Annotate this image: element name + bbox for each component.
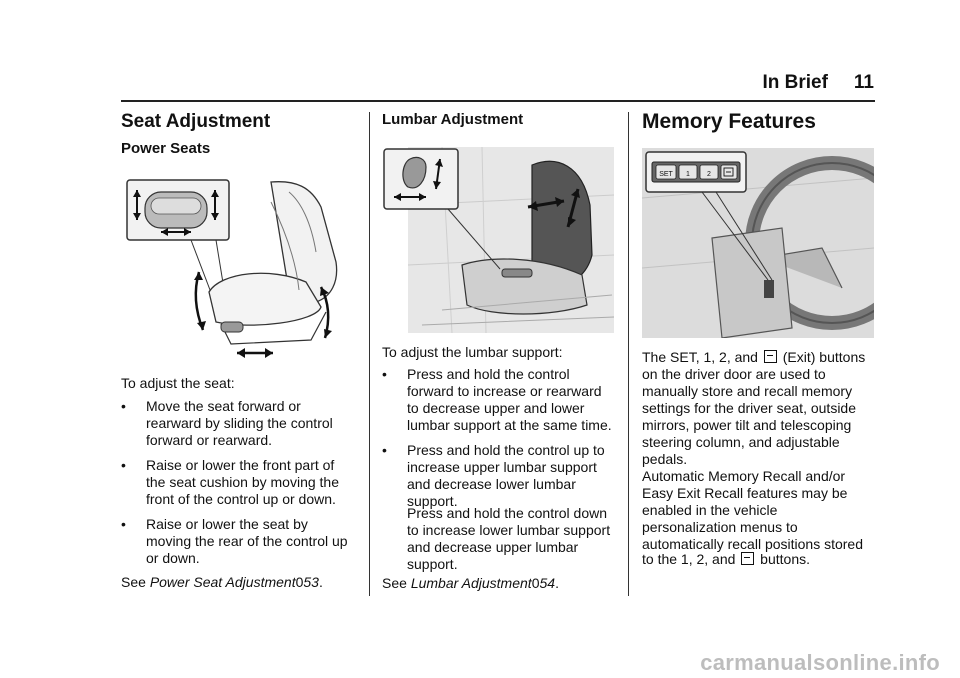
bullet-line: Raise or lower the front part of [146,457,335,473]
bullet-line: Raise or lower the seat by [146,516,308,532]
bullet-text [146,398,333,449]
column-divider [369,112,370,596]
memory-paragraph-1: The SET, 1, 2, and (Exit) buttons on the driver door are used to manually store and recall memory settings for the driver seat, outside mirrors, power tilt and telescoping steering column, and adjustable pedals. [642,349,866,467]
bullet-marker: • [121,398,126,414]
bullet-line: increase upper lumbar support [407,459,597,475]
bullet-text [146,516,348,567]
bullet-line: rearward by sliding the control [146,415,333,431]
bullet-line: the seat cushion by moving the [146,474,340,490]
list-item [121,516,357,567]
bullet-line: lumbar support at the same time. [407,417,612,433]
watermark: carmanualsonline.info [700,650,940,675]
list-item [382,366,622,434]
header-section: In Brief [762,72,828,93]
arrow-icon: 0 [531,575,540,591]
bullet-line: forward or rearward. [146,432,273,448]
bullet-line: moving the rear of the control up [146,533,348,549]
reference-link[interactable]: Power Seat Adjustment [149,574,296,590]
bullet-line: forward to increase or rearward [407,383,602,399]
bullet-line: or down. [146,550,200,566]
bullet-marker: • [121,516,126,532]
bullet-marker: • [382,442,387,458]
bullet-marker: • [121,457,126,473]
arrow-icon: 0 [295,574,304,590]
bullet-line: Press and hold the control [407,366,570,382]
bullet-text [407,442,605,510]
section-title-seat-adjustment: Seat Adjustment [121,111,271,132]
section-title-memory-features: Memory Features [642,110,816,133]
column-divider [628,112,629,596]
reference-page: 53 [303,574,319,590]
cross-reference: See Power Seat Adjustment053. [121,574,323,590]
running-header [762,72,874,94]
cross-reference: See Lumbar Adjustment054. [382,575,559,591]
list-item [121,398,357,449]
reference-page: 54 [539,575,556,591]
seat-intro-text: To adjust the seat: [121,375,235,391]
subsection-title-power-seats: Power Seats [121,140,211,157]
list-item [121,457,357,508]
bullet-line: to decrease upper and lower [407,400,585,416]
header-rule [121,100,875,102]
bullet-line: support. [407,493,458,509]
memory-buttons-illustration [642,148,874,338]
bullet-line: front of the control up or down. [146,491,336,507]
section-title-lumbar-adjustment: Lumbar Adjustment [382,111,524,128]
list-item [382,442,622,510]
bullet-line: Press and hold the control up to [407,442,605,458]
memory-2-button-label: 2 [707,171,711,178]
memory-1-button-label: 1 [686,171,690,178]
lumbar-extra-text: Press and hold the control down to increase lower lumbar support and decrease upper lumbar support. [407,505,611,572]
page-number: 11 [853,72,874,93]
bullet-line: and decrease lower lumbar [407,476,576,492]
exit-icon [741,552,754,565]
bullet-line: Move the seat forward or [146,398,301,414]
exit-icon [764,350,777,363]
power-seat-illustration [121,172,357,362]
lumbar-intro-text: To adjust the lumbar support: [382,344,563,360]
reference-link[interactable]: Lumbar Adjustment [410,575,532,591]
memory-paragraph-3: to the 1, 2, and buttons. [642,551,810,567]
bullet-marker: • [382,366,387,382]
lumbar-illustration [382,145,616,335]
set-button-label: SET [659,171,673,178]
bullet-text [407,366,612,434]
memory-paragraph-2: Automatic Memory Recall and/or Easy Exit Recall features may be enabled in the vehicle personalization menus to automatically recall positions stored [642,468,863,552]
bullet-text [146,457,339,508]
